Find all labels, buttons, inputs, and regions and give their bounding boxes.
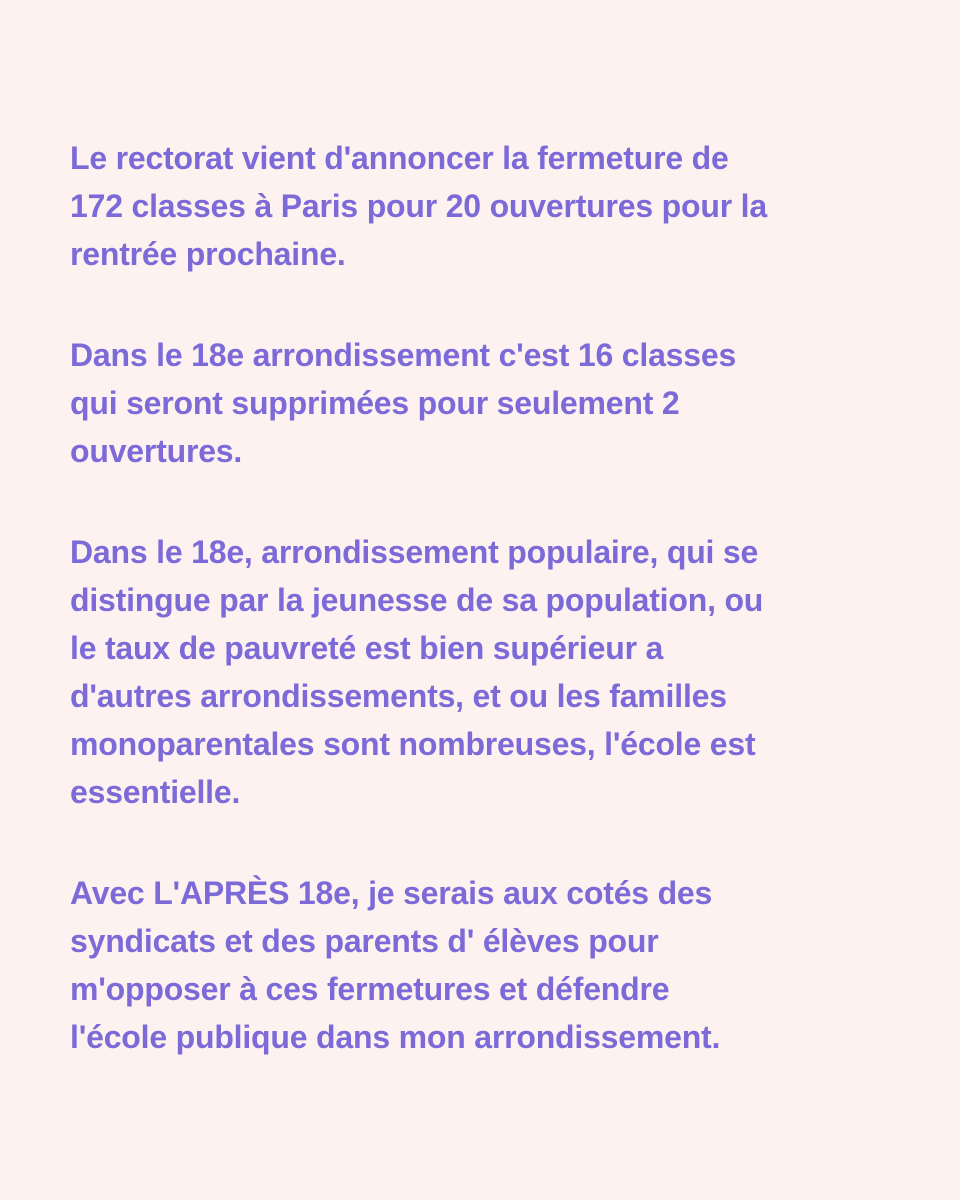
text-line: essentielle. [70,774,241,810]
text-line: monoparentales sont nombreuses, l'école est [70,726,756,762]
text-line: rentrée prochaine. [70,236,346,272]
paragraph-2 [70,331,910,475]
paragraph-1 [70,134,910,278]
text-line: qui seront supprimées pour seulement 2 [70,385,680,421]
text-line: distingue par la jeunesse de sa population, ou [70,582,764,618]
text-line: l'école publique dans mon arrondissement. [70,1019,721,1055]
paragraph-3 [70,528,910,816]
text-line: d'autres arrondissements, et ou les familles [70,678,727,714]
text-line: le taux de pauvreté est bien supérieur a [70,630,664,666]
paragraph-4 [70,869,910,1061]
text-line: Dans le 18e, arrondissement populaire, qui se [70,534,759,570]
text-line: 172 classes à Paris pour 20 ouvertures pour la [70,188,767,224]
text-line: m'opposer à ces fermetures et défendre [70,971,670,1007]
text-line: Le rectorat vient d'annoncer la fermeture de [70,140,729,176]
text-line: Dans le 18e arrondissement c'est 16 classes [70,337,737,373]
text-line: syndicats et des parents d' élèves pour [70,923,659,959]
post-body [70,134,910,1061]
text-line: ouvertures. [70,433,243,469]
text-line: Avec L'APRÈS 18e, je serais aux cotés des [70,875,713,911]
